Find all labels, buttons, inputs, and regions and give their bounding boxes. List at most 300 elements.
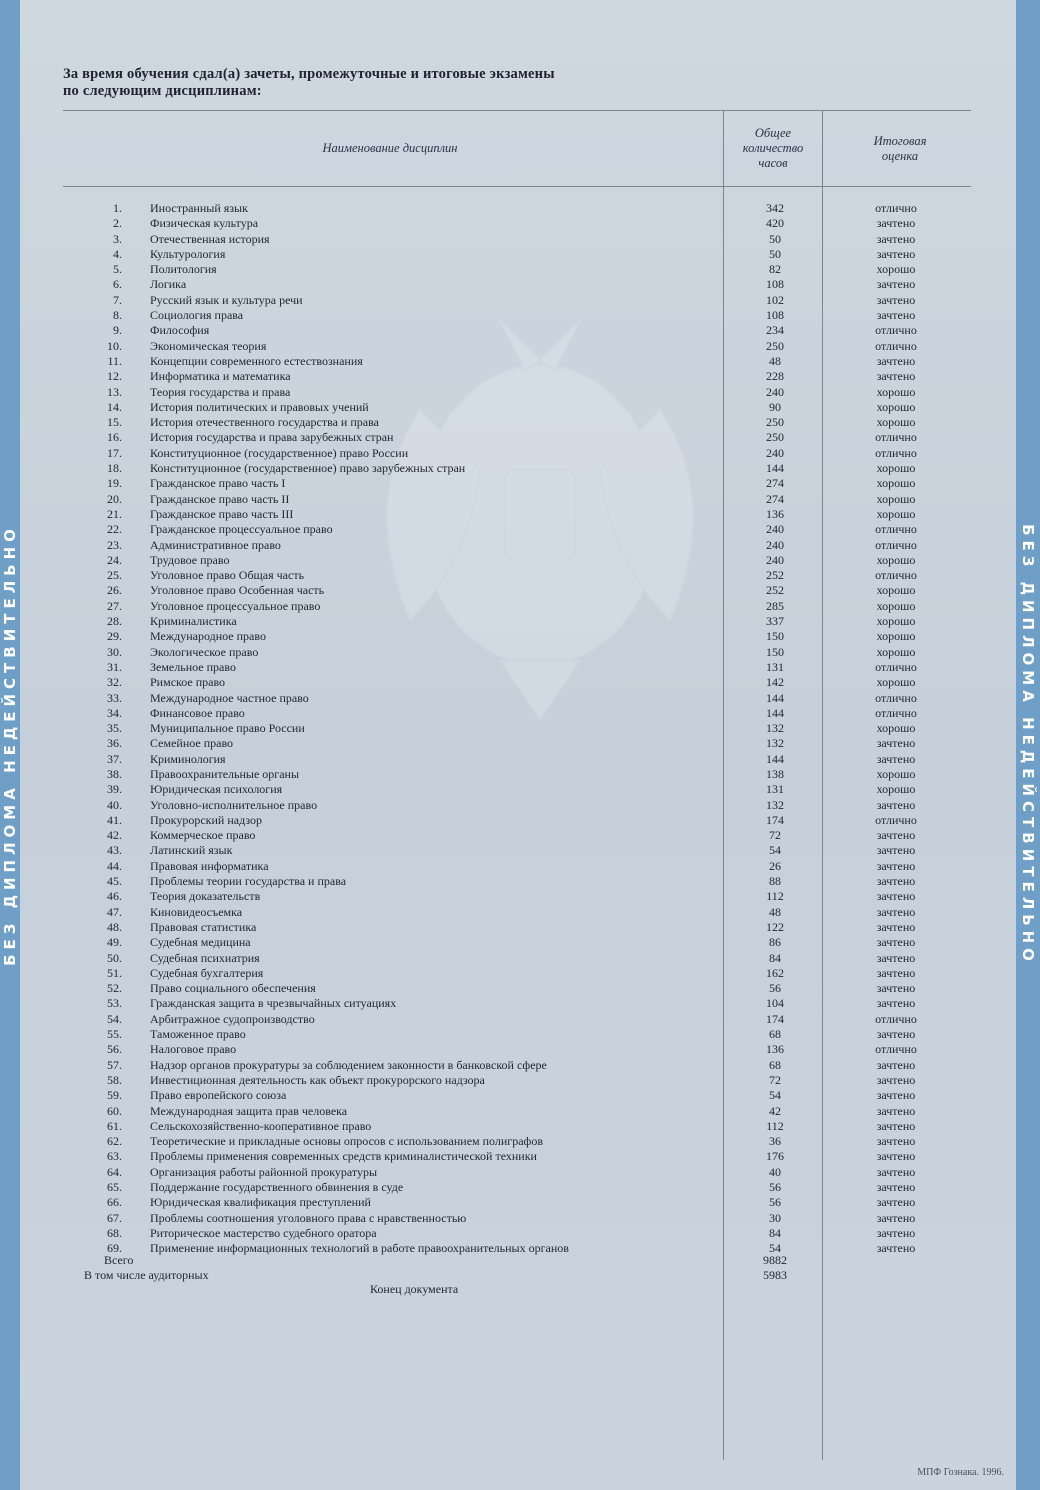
discipline-number: 18. (107, 461, 122, 476)
discipline-number: 22. (107, 522, 122, 537)
discipline-number: 15. (107, 415, 122, 430)
discipline-hours: 108 (766, 308, 784, 323)
discipline-name: Гражданское право часть II (150, 491, 290, 506)
discipline-name: Гражданское право часть I (150, 476, 286, 491)
discipline-number: 60. (107, 1103, 122, 1118)
discipline-number: 64. (107, 1164, 122, 1179)
discipline-number: 21. (107, 506, 122, 521)
discipline-row (0, 1195, 1040, 1210)
discipline-row (0, 1211, 1040, 1226)
discipline-hours: 84 (769, 1225, 781, 1240)
total-label: Всего (104, 1253, 134, 1267)
discipline-row (0, 1012, 1040, 1027)
discipline-number: 32. (107, 675, 122, 690)
discipline-number: 50. (107, 950, 122, 965)
discipline-name: Налоговое право (150, 1042, 237, 1057)
discipline-grade: зачтено (876, 828, 916, 843)
discipline-name: Культурология (150, 246, 226, 261)
discipline-hours: 144 (766, 690, 784, 705)
discipline-name: История политических и правовых учений (150, 399, 369, 414)
discipline-hours: 72 (769, 1072, 781, 1087)
discipline-row (0, 966, 1040, 981)
discipline-row (0, 951, 1040, 966)
discipline-hours: 144 (766, 705, 784, 720)
discipline-row (0, 874, 1040, 889)
discipline-name: Киновидеосъемка (150, 904, 243, 919)
discipline-name: Социология права (150, 308, 244, 323)
discipline-name: Международная защита прав человека (150, 1103, 348, 1118)
discipline-row (0, 1165, 1040, 1180)
discipline-hours: 250 (766, 430, 784, 445)
discipline-row (0, 277, 1040, 292)
discipline-row (0, 201, 1040, 216)
discipline-grade: зачтено (876, 981, 916, 996)
discipline-name: Финансовое право (150, 705, 245, 720)
printer-mark: МПФ Гознака. 1996. (917, 1467, 1004, 1478)
discipline-number: 1. (113, 201, 122, 215)
discipline-number: 58. (107, 1072, 122, 1087)
discipline-hours: 112 (766, 1118, 784, 1133)
discipline-hours: 90 (769, 399, 781, 414)
discipline-name: Конституционное (государственное) право зарубежных стран (150, 461, 466, 476)
discipline-grade: зачтено (876, 996, 916, 1011)
discipline-grade: хорошо (876, 552, 916, 567)
discipline-hours: 48 (769, 904, 781, 919)
discipline-hours: 162 (766, 965, 784, 980)
discipline-hours: 132 (766, 721, 784, 736)
total-value: 9882 (763, 1253, 787, 1267)
discipline-number: 8. (113, 308, 122, 323)
discipline-row (0, 629, 1040, 644)
discipline-number: 27. (107, 598, 122, 613)
discipline-grade: хорошо (876, 766, 916, 781)
discipline-hours: 42 (769, 1103, 781, 1118)
discipline-number: 43. (107, 843, 122, 858)
discipline-row (0, 522, 1040, 537)
discipline-hours: 144 (766, 461, 784, 476)
discipline-hours: 285 (766, 598, 784, 613)
discipline-hours: 50 (769, 246, 781, 261)
discipline-row (0, 492, 1040, 507)
discipline-name: Логика (150, 277, 187, 292)
discipline-hours: 86 (769, 935, 781, 950)
discipline-grade: отлично (875, 568, 917, 583)
column-header-hours-line2: количество (742, 141, 804, 155)
discipline-row (0, 1058, 1040, 1073)
discipline-grade: зачтено (876, 935, 916, 950)
discipline-hours: 136 (766, 1042, 784, 1057)
discipline-hours: 174 (766, 1011, 784, 1026)
discipline-row (0, 920, 1040, 935)
discipline-grade: зачтено (876, 231, 916, 246)
discipline-name: Проблемы применения современных средств криминалистической техники (150, 1149, 537, 1164)
discipline-grade: зачтено (876, 353, 916, 368)
classroom-hours-value: 5983 (763, 1268, 787, 1282)
discipline-name: Уголовно-исполнительное право (150, 797, 318, 812)
discipline-grade: хорошо (876, 721, 916, 736)
discipline-grade: отлично (875, 705, 917, 720)
discipline-name: Трудовое право (150, 552, 230, 567)
discipline-row (0, 767, 1040, 782)
discipline-row (0, 308, 1040, 323)
discipline-row (0, 1180, 1040, 1195)
discipline-name: Проблемы теории государства и права (150, 874, 347, 889)
discipline-grade: хорошо (876, 782, 916, 797)
discipline-number: 35. (107, 721, 122, 736)
discipline-number: 55. (107, 1027, 122, 1042)
discipline-number: 38. (107, 766, 122, 781)
disciplines-list (0, 201, 1040, 1256)
discipline-name: Уголовное процессуальное право (150, 598, 321, 613)
discipline-name: Политология (150, 262, 217, 277)
discipline-name: Гражданское право часть III (150, 506, 294, 521)
column-header-hours-line3: часов (758, 156, 788, 170)
discipline-hours: 72 (769, 828, 781, 843)
discipline-grade: хорошо (876, 491, 916, 506)
discipline-number: 33. (107, 690, 122, 705)
discipline-grade: хорошо (876, 506, 916, 521)
discipline-hours: 274 (766, 491, 784, 506)
discipline-row (0, 1027, 1040, 1042)
discipline-row (0, 461, 1040, 476)
discipline-row (0, 889, 1040, 904)
discipline-number: 68. (107, 1225, 122, 1240)
discipline-name: Судебная психиатрия (150, 950, 260, 965)
discipline-hours: 144 (766, 751, 784, 766)
discipline-grade: отлично (875, 1011, 917, 1026)
discipline-row (0, 538, 1040, 553)
discipline-number: 4. (113, 246, 122, 261)
discipline-hours: 138 (766, 766, 784, 781)
discipline-grade: хорошо (876, 399, 916, 414)
discipline-name: Организация работы районной прокуратуры (150, 1164, 378, 1179)
discipline-row (0, 905, 1040, 920)
discipline-grade: зачтено (876, 1072, 916, 1087)
discipline-row (0, 1088, 1040, 1103)
discipline-number: 16. (107, 430, 122, 445)
discipline-number: 67. (107, 1210, 122, 1225)
discipline-name: Иностранный язык (150, 201, 248, 215)
column-header-grade (850, 134, 950, 164)
discipline-name: Информатика и математика (150, 369, 291, 384)
discipline-number: 44. (107, 858, 122, 873)
discipline-row (0, 859, 1040, 874)
discipline-name: Инвестиционная деятельность как объект прокурорского надзора (150, 1072, 485, 1087)
discipline-row (0, 798, 1040, 813)
discipline-grade: хорошо (876, 461, 916, 476)
discipline-row (0, 706, 1040, 721)
discipline-name: Надзор органов прокуратуры за соблюдением законности в банковской сфере (150, 1057, 547, 1072)
discipline-name: Теория государства и права (150, 384, 291, 399)
discipline-hours: 176 (766, 1149, 784, 1164)
discipline-grade: хорошо (876, 598, 916, 613)
discipline-hours: 274 (766, 476, 784, 491)
discipline-number: 28. (107, 614, 122, 629)
discipline-row (0, 721, 1040, 736)
discipline-row (0, 660, 1040, 675)
discipline-number: 54. (107, 1011, 122, 1026)
discipline-number: 45. (107, 874, 122, 889)
discipline-number: 41. (107, 812, 122, 827)
discipline-hours: 250 (766, 338, 784, 353)
discipline-row (0, 247, 1040, 262)
discipline-number: 52. (107, 981, 122, 996)
discipline-grade: отлично (875, 522, 917, 537)
discipline-row (0, 752, 1040, 767)
discipline-number: 29. (107, 629, 122, 644)
classroom-hours-label: В том числе аудиторных (84, 1268, 209, 1282)
discipline-name: Физическая культура (150, 216, 259, 231)
discipline-row (0, 828, 1040, 843)
discipline-row (0, 599, 1040, 614)
discipline-number: 47. (107, 904, 122, 919)
discipline-hours: 104 (766, 996, 784, 1011)
discipline-grade: хорошо (876, 583, 916, 598)
column-header-grade-line1: Итоговая (873, 134, 927, 148)
discipline-grade: отлично (875, 201, 917, 215)
discipline-row (0, 583, 1040, 598)
discipline-grade: зачтено (876, 1027, 916, 1042)
column-header-grade-line2: оценка (881, 149, 919, 163)
discipline-grade: хорошо (876, 262, 916, 277)
discipline-name: Коммерческое право (150, 828, 256, 843)
discipline-grade: зачтено (876, 1088, 916, 1103)
discipline-grade: хорошо (876, 629, 916, 644)
discipline-grade: хорошо (876, 675, 916, 690)
discipline-hours: 131 (766, 782, 784, 797)
discipline-name: Таможенное право (150, 1027, 246, 1042)
discipline-row (0, 1073, 1040, 1088)
discipline-name: Проблемы соотношения уголовного права с нравственностью (150, 1210, 467, 1225)
discipline-grade: отлично (875, 812, 917, 827)
discipline-grade: зачтено (876, 751, 916, 766)
discipline-row (0, 400, 1040, 415)
discipline-name: Сельскохозяйственно-кооперативное право (150, 1118, 372, 1133)
discipline-number: 12. (107, 369, 122, 384)
discipline-hours: 132 (766, 797, 784, 812)
discipline-number: 14. (107, 399, 122, 414)
discipline-number: 46. (107, 889, 122, 904)
discipline-hours: 150 (766, 629, 784, 644)
discipline-name: Теория доказательств (150, 889, 261, 904)
discipline-name: Международное частное право (150, 690, 309, 705)
discipline-row (0, 1134, 1040, 1149)
discipline-name: Правовая информатика (150, 858, 269, 873)
discipline-name: Уголовное право Особенная часть (150, 583, 325, 598)
column-header-name-text: Наименование дисциплин (322, 141, 458, 155)
discipline-name: Правовая статистика (150, 919, 257, 934)
discipline-row (0, 354, 1040, 369)
discipline-hours: 26 (769, 858, 781, 873)
discipline-hours: 54 (769, 843, 781, 858)
discipline-number: 51. (107, 965, 122, 980)
discipline-name: Муниципальное право России (150, 721, 305, 736)
discipline-number: 11. (107, 353, 122, 368)
discipline-row (0, 645, 1040, 660)
discipline-name: Гражданская защита в чрезвычайных ситуациях (150, 996, 397, 1011)
discipline-grade: отлично (875, 690, 917, 705)
discipline-row (0, 507, 1040, 522)
discipline-number: 66. (107, 1195, 122, 1210)
discipline-hours: 56 (769, 981, 781, 996)
discipline-hours: 234 (766, 323, 784, 338)
discipline-name: Криминология (150, 751, 226, 766)
discipline-grade: зачтено (876, 736, 916, 751)
discipline-hours: 174 (766, 812, 784, 827)
discipline-grade: зачтено (876, 1118, 916, 1133)
discipline-number: 42. (107, 828, 122, 843)
discipline-row (0, 430, 1040, 445)
discipline-row (0, 675, 1040, 690)
discipline-grade: зачтено (876, 1134, 916, 1149)
discipline-row (0, 553, 1040, 568)
discipline-name: Криминалистика (150, 614, 237, 629)
discipline-row (0, 935, 1040, 950)
discipline-name: Право европейского союза (150, 1088, 287, 1103)
discipline-name: История отечественного государства и права (150, 415, 379, 430)
discipline-row (0, 1226, 1040, 1241)
discipline-number: 20. (107, 491, 122, 506)
discipline-hours: 240 (766, 522, 784, 537)
discipline-name: Поддержание государственного обвинения в суде (150, 1180, 404, 1194)
column-header-name (285, 141, 495, 156)
discipline-hours: 88 (769, 874, 781, 889)
discipline-name: Применение информационных технологий в работе правоохранительных органов (150, 1241, 569, 1256)
discipline-name: Международное право (150, 629, 266, 644)
discipline-hours: 84 (769, 950, 781, 965)
discipline-hours: 102 (766, 292, 784, 307)
discipline-name: История государства и права зарубежных стран (150, 430, 394, 445)
discipline-grade: хорошо (876, 384, 916, 399)
discipline-hours: 240 (766, 552, 784, 567)
discipline-grade: зачтено (876, 919, 916, 934)
discipline-name: Юридическая психология (150, 782, 283, 797)
discipline-hours: 50 (769, 231, 781, 246)
discipline-row (0, 782, 1040, 797)
discipline-name: Прокурорский надзор (150, 812, 262, 827)
discipline-name: Философия (150, 323, 210, 338)
discipline-number: 25. (107, 568, 122, 583)
discipline-hours: 142 (766, 675, 784, 690)
discipline-row (0, 813, 1040, 828)
document-heading (63, 66, 555, 100)
discipline-number: 61. (107, 1118, 122, 1133)
discipline-number: 19. (107, 476, 122, 491)
discipline-grade: зачтено (876, 1057, 916, 1072)
discipline-number: 62. (107, 1134, 122, 1149)
discipline-row (0, 1241, 1040, 1256)
discipline-number: 56. (107, 1042, 122, 1057)
discipline-number: 34. (107, 705, 122, 720)
discipline-number: 24. (107, 552, 122, 567)
discipline-hours: 112 (766, 889, 784, 904)
discipline-grade: хорошо (876, 614, 916, 629)
discipline-name: Правоохранительные органы (150, 766, 300, 781)
discipline-hours: 56 (769, 1180, 781, 1194)
discipline-grade: зачтено (876, 216, 916, 231)
discipline-number: 63. (107, 1149, 122, 1164)
table-top-rule (63, 110, 971, 111)
discipline-hours: 36 (769, 1134, 781, 1149)
discipline-row (0, 1119, 1040, 1134)
discipline-row (0, 1149, 1040, 1164)
discipline-grade: отлично (875, 537, 917, 552)
discipline-grade: зачтено (876, 246, 916, 261)
discipline-row (0, 323, 1040, 338)
discipline-number: 10. (107, 338, 122, 353)
right-stripe-text: БЕЗ ДИПЛОМА НЕДЕЙСТВИТЕЛЬНО (1019, 524, 1037, 966)
discipline-hours: 252 (766, 568, 784, 583)
discipline-grade: зачтено (876, 904, 916, 919)
discipline-number: 3. (113, 231, 122, 246)
discipline-grade: зачтено (876, 1210, 916, 1225)
column-header-hours-line1: Общее (754, 126, 792, 140)
discipline-hours: 68 (769, 1057, 781, 1072)
discipline-hours: 240 (766, 445, 784, 460)
discipline-row (0, 369, 1040, 384)
discipline-row (0, 415, 1040, 430)
discipline-name: Административное право (150, 537, 281, 552)
discipline-name: Отечественная история (150, 231, 270, 246)
left-stripe-text: БЕЗ ДИПЛОМА НЕДЕЙСТВИТЕЛЬНО (1, 524, 19, 966)
discipline-grade: зачтено (876, 1241, 916, 1256)
discipline-row (0, 293, 1040, 308)
discipline-hours: 30 (769, 1210, 781, 1225)
discipline-number: 53. (107, 996, 122, 1011)
discipline-row (0, 843, 1040, 858)
discipline-number: 36. (107, 736, 122, 751)
discipline-row (0, 476, 1040, 491)
discipline-number: 39. (107, 782, 122, 797)
discipline-grade: зачтено (876, 858, 916, 873)
discipline-hours: 82 (769, 262, 781, 277)
discipline-grade: зачтено (876, 1225, 916, 1240)
discipline-name: Арбитражное судопроизводство (150, 1011, 315, 1026)
discipline-grade: хорошо (876, 415, 916, 430)
discipline-grade: зачтено (876, 308, 916, 323)
discipline-number: 7. (113, 292, 122, 307)
discipline-grade: зачтено (876, 292, 916, 307)
discipline-hours: 54 (769, 1088, 781, 1103)
discipline-grade: отлично (875, 338, 917, 353)
discipline-grade: хорошо (876, 644, 916, 659)
discipline-number: 59. (107, 1088, 122, 1103)
discipline-grade: зачтено (876, 1180, 916, 1194)
discipline-row (0, 262, 1040, 277)
discipline-row (0, 568, 1040, 583)
discipline-row (0, 216, 1040, 231)
discipline-number: 13. (107, 384, 122, 399)
discipline-number: 40. (107, 797, 122, 812)
discipline-row (0, 736, 1040, 751)
discipline-hours: 54 (769, 1241, 781, 1256)
discipline-hours: 240 (766, 537, 784, 552)
discipline-grade: зачтено (876, 1149, 916, 1164)
discipline-name: Латинский язык (150, 843, 233, 858)
discipline-name: Судебная бухгалтерия (150, 965, 264, 980)
discipline-grade: зачтено (876, 1164, 916, 1179)
discipline-hours: 132 (766, 736, 784, 751)
discipline-grade: отлично (875, 445, 917, 460)
discipline-row (0, 981, 1040, 996)
column-header-hours (725, 126, 821, 171)
discipline-grade: зачтено (876, 874, 916, 889)
discipline-hours: 240 (766, 384, 784, 399)
discipline-name: Семейное право (150, 736, 234, 751)
discipline-row (0, 385, 1040, 400)
discipline-grade: зачтено (876, 950, 916, 965)
heading-line-1: За время обучения сдал(а) зачеты, промежуточные и итоговые экзамены (63, 66, 555, 82)
